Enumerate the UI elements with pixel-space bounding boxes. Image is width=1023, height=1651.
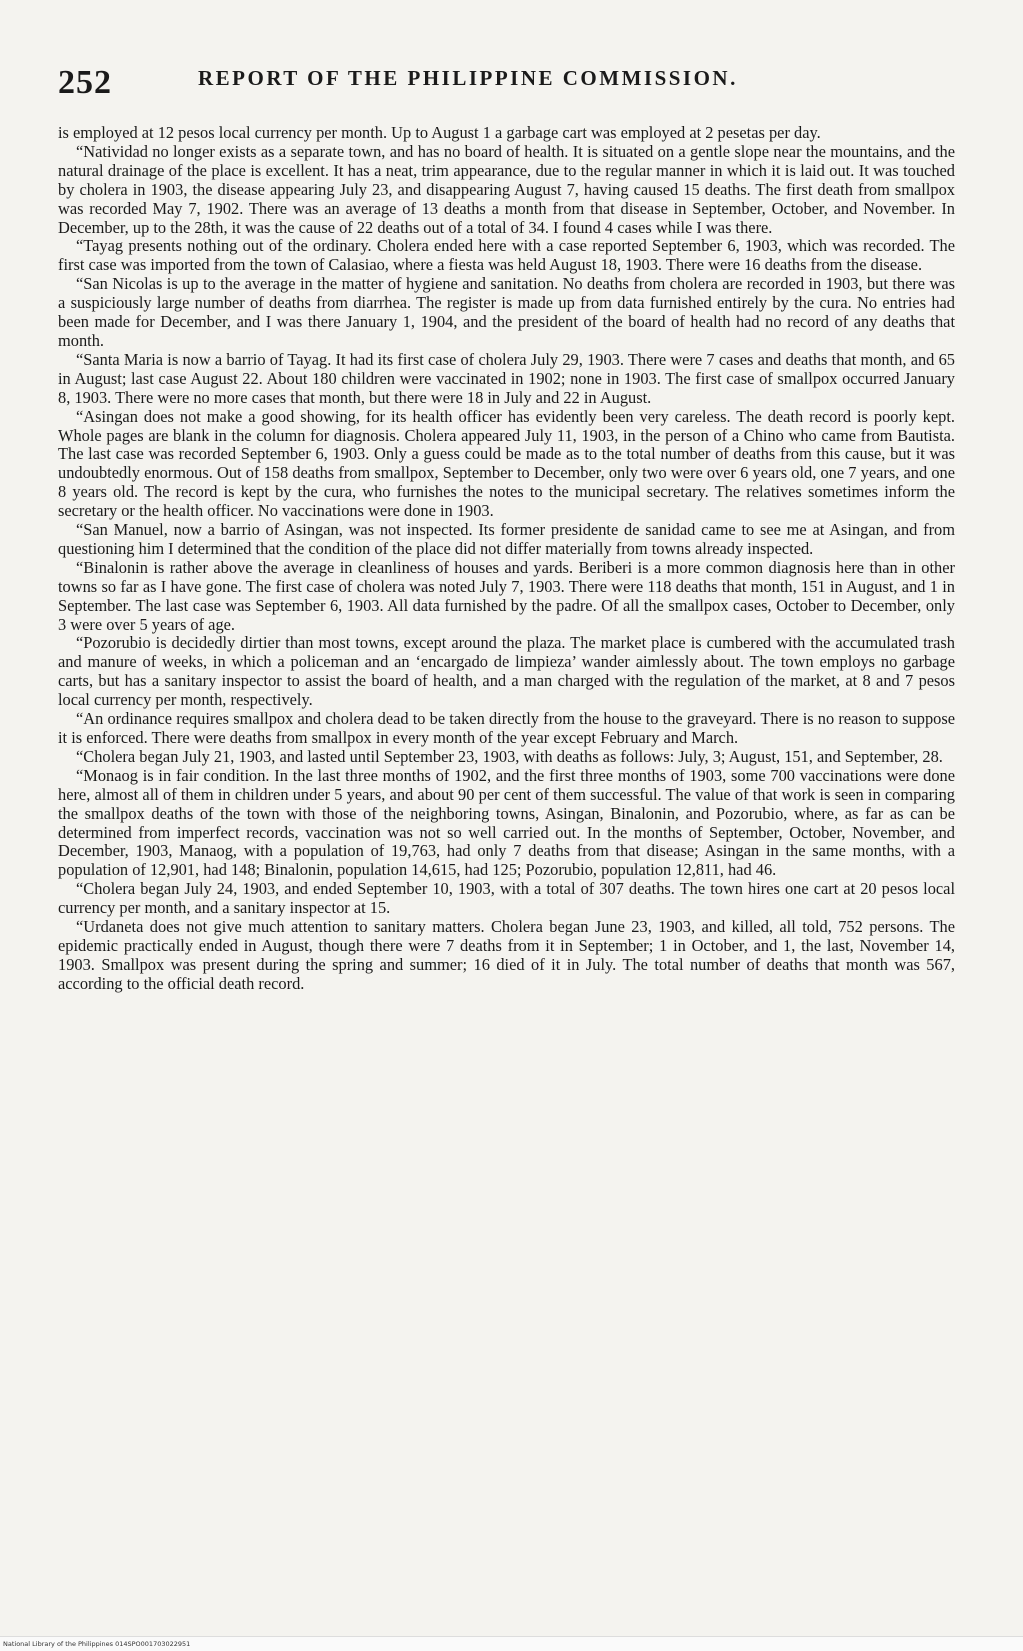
paragraph: “Natividad no longer exists as a separate town, and has no board of health. It is situated on a gentle slope near the mountains, and the natural drainage of the place is excellent. It has a neat, trim appearance, due to the regular manner in which it is laid out. It was touched by cholera in 1903, the disease appearing July 23, and disappearing August 7, having caused 15 deaths. The first death from smallpox was recorded May 7, 1902. There was an average of 13 deaths a month from that disease in September, October, and November. In December, up to the 28th, it was the cause of 22 deaths out of a total of 34. I found 4 cases while I was there. bbox=[58, 141, 955, 237]
paragraph: “Binalonin is rather above the average in cleanliness of houses and yards. Beriberi is a more common diagnosis here than in other towns so far as I have gone. The first case of cholera was noted July 7, 1903. There were 118 deaths that month, 151 in August, and 1 in September. The last case was September 6, 1903. All data furnished by the padre. Of all the smallpox cases, October to December, only 3 were over 5 years of age. bbox=[58, 557, 955, 634]
body-text bbox=[58, 124, 955, 994]
paragraph: “Monaog is in fair condition. In the last three months of 1902, and the first three months of 1903, some 700 vaccinations were done here, almost all of them in children under 5 years, and about 90 per cent of them successful. The value of that work is seen in comparing the smallpox deaths of the town with those of the neighboring towns, Asingan, Binalonin, and Pozorubio, where, as far as can be determined from imperfect records, vaccination was not so well carried out. In the months of September, October, November, and December, 1903, Manaog, with a population of 19,763, had only 7 deaths from that disease; Asingan in the same months, with a population of 12,901, had 148; Binalonin, population 14,615, had 125; Pozorubio, population 12,811, had 46. bbox=[58, 765, 955, 880]
page-number: 252 bbox=[58, 64, 112, 101]
paragraph: is employed at 12 pesos local currency per month. Up to August 1 a garbage cart was employed at 2 pesetas per day. bbox=[58, 123, 821, 142]
paragraph: “Cholera began July 21, 1903, and lasted until September 23, 1903, with deaths as follows: July, 3; August, 151, and September, 28. bbox=[76, 746, 943, 766]
scan-footer: National Library of the Philippines 014SPO001703022951 bbox=[0, 1636, 1023, 1651]
paragraph: “Santa Maria is now a barrio of Tayag. It had its first case of cholera July 29, 1903. There were 7 cases and deaths that month, and 65 in August; last case August 22. About 180 children were vaccinated in 1902; none in 1903. The first case of smallpox occurred January 8, 1903. There were no more cases that month, but there were 18 in July and 22 in August. bbox=[58, 349, 955, 407]
running-title: REPORT OF THE PHILIPPINE COMMISSION. bbox=[198, 66, 738, 90]
paragraph: “San Nicolas is up to the average in the matter of hygiene and sanitation. No deaths from cholera are recorded in 1903, but there was a suspiciously large number of deaths from diarrhea. The register is made up from data furnished entirely by the cura. No entries had been made for December, and I was there January 1, 1904, and the president of the board of health had no record of any deaths that month. bbox=[58, 274, 955, 350]
paragraph: “Tayag presents nothing out of the ordinary. Cholera ended here with a case reported September 6, 1903, which was recorded. The first case was imported from the town of Calasiao, where a fiesta was held August 18, 1903. There were 16 deaths from the disease. bbox=[58, 236, 955, 275]
paragraph: “Urdaneta does not give much attention to sanitary matters. Cholera began June 23, 1903, and killed, all told, 752 persons. The epidemic practically ended in August, though there were 7 deaths from it in September; 1 in October, and 1, the last, November 14, 1903. Smallpox was present during the spring and summer; 16 died of it in July. The total number of deaths that month was 567, according to the official death record. bbox=[58, 917, 955, 993]
paragraph: “An ordinance requires smallpox and cholera dead to be taken directly from the house to the graveyard. There is no reason to suppose it is enforced. There were deaths from smallpox in every month of the year except February and March. bbox=[58, 709, 955, 747]
paragraph: “Cholera began July 24, 1903, and ended September 10, 1903, with a total of 307 deaths. The town hires one cart at 20 pesos local currency per month, and a sanitary inspector at 15. bbox=[58, 879, 955, 918]
paragraph: “Pozorubio is decidedly dirtier than most towns, except around the plaza. The market place is cumbered with the accumulated trash and manure of weeks, in which a policeman and an ‘encargado de limpieza’ wander aimlessly about. The town employs no garbage carts, but has a sanitary inspector to assist the board of health, and a man charged with the regulation of the market, at 8 and 7 pesos local currency per month, respectively. bbox=[58, 633, 955, 710]
paragraph: “San Manuel, now a barrio of Asingan, was not inspected. Its former presidente de sanidad came to see me at Asingan, and from questioning him I determined that the condition of the place did not differ materially from towns already inspected. bbox=[58, 520, 955, 558]
paragraph: “Asingan does not make a good showing, for its health officer has evidently been very careless. The death record is poorly kept. Whole pages are blank in the column for diagnosis. Cholera appeared July 11, 1903, in the person of a Chino who came from Bautista. The last case was recorded September 6, 1903. Only a guess could be made as to the total number of deaths from this cause, but it was undoubtedly enormous. Out of 158 deaths from smallpox, September to December, only two were over 6 years old, one 7 years, and one 8 years old. The record is kept by the cura, who furnishes the notes to the municipal secretary. The relatives sometimes inform the secretary or the health officer. No vaccinations were done in 1903. bbox=[58, 406, 955, 521]
